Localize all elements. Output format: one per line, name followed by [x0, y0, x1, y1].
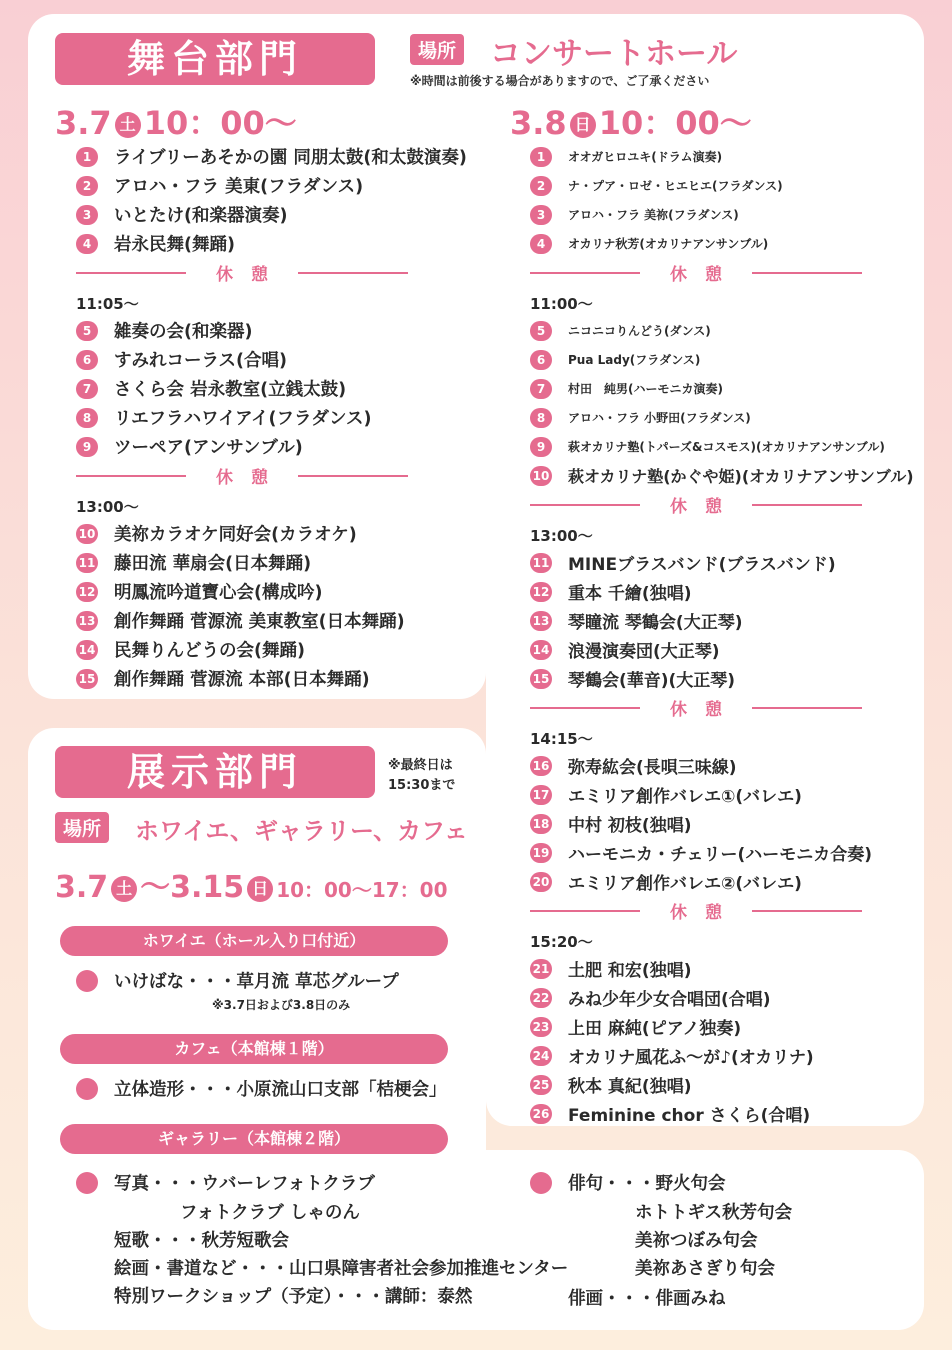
- item-title: 中村 初枝(独唱): [568, 816, 692, 836]
- item-number-badge: 2: [76, 176, 98, 196]
- block-start-time: 13:00〜: [530, 527, 593, 545]
- gallery-left-1: 写真・・・ウバーレフォトクラブ: [114, 1174, 375, 1194]
- exhibit-end-date: 〜3.15: [140, 870, 245, 905]
- stage-venue-name: コンサートホール: [490, 36, 738, 72]
- program-item: [76, 374, 467, 403]
- item-title: みね少年少女合唱団(合唱): [568, 990, 771, 1010]
- program-item: [76, 548, 467, 577]
- program-item: [530, 1041, 914, 1070]
- program-item: [530, 374, 914, 403]
- item-title: エミリア創作バレエ①(バレエ): [568, 787, 802, 807]
- gallery-left-2: フォトクラブ しゃのん: [180, 1203, 360, 1223]
- break-label: 休憩: [670, 903, 740, 923]
- item-title: 明鳳流吟道寶心会(構成吟): [114, 583, 323, 603]
- item-title: 村田 純男(ハーモニカ演奏): [568, 382, 723, 396]
- item-number-badge: 7: [76, 379, 98, 399]
- exhibit-final-day-time: 15:30まで: [388, 778, 456, 793]
- gallery-right-3: 美祢つぼみ句会: [635, 1231, 758, 1251]
- program-item: [530, 809, 914, 838]
- item-number-badge: 21: [530, 959, 552, 979]
- program-item: [76, 664, 467, 693]
- exhibit-start-weekday-flower: 土: [111, 876, 137, 902]
- foyer-header: ホワイエ（ホール入り口付近）: [60, 926, 448, 956]
- program-item: [76, 142, 467, 171]
- break-divider: [530, 896, 914, 925]
- item-number-badge: 14: [530, 640, 552, 660]
- item-number-badge: 26: [530, 1104, 552, 1124]
- item-number-badge: 5: [76, 321, 98, 341]
- day2-start-time: 10：00〜: [598, 104, 752, 142]
- block-start-time: 11:00〜: [530, 295, 593, 313]
- foyer-item-text: いけばな・・・草月流 草芯グループ: [114, 972, 399, 992]
- program-item: [530, 345, 914, 374]
- program-item: [530, 577, 914, 606]
- program-item: [530, 1070, 914, 1099]
- item-number-badge: 12: [76, 582, 98, 602]
- program-item: [76, 345, 467, 374]
- item-title: 民舞りんどうの会(舞踊): [114, 641, 305, 661]
- day2-program-list: [530, 142, 914, 1128]
- program-item: [530, 954, 914, 983]
- item-number-badge: 25: [530, 1075, 552, 1095]
- block-start-time: 11:05〜: [76, 295, 139, 313]
- break-label: 休憩: [670, 265, 740, 285]
- gallery-left-3: 短歌・・・秋芳短歌会: [114, 1231, 289, 1251]
- item-title: 萩オカリナ塾(かぐや姫)(オカリナアンサンブル): [568, 467, 914, 486]
- break-label: 休憩: [216, 468, 286, 488]
- item-number-badge: 8: [530, 408, 552, 428]
- item-number-badge: 7: [530, 379, 552, 399]
- exhibit-end-weekday-flower: 日: [247, 876, 273, 902]
- item-title: エミリア創作バレエ②(バレエ): [568, 874, 802, 894]
- break-label: 休憩: [670, 497, 740, 517]
- break-label: 休憩: [670, 700, 740, 720]
- bullet-dot: [530, 1172, 552, 1194]
- exhibit-venue-name: ホワイエ、ギャラリー、カフェ: [135, 817, 468, 845]
- item-number-badge: 9: [530, 437, 552, 457]
- item-number-badge: 11: [530, 553, 552, 573]
- divider-line: [76, 272, 186, 274]
- cafe-item: [76, 1076, 447, 1101]
- stage-section-title: 舞台部門: [55, 33, 375, 85]
- program-item: [530, 142, 914, 171]
- divider-line: [298, 475, 408, 477]
- item-number-badge: 18: [530, 814, 552, 834]
- program-item: [76, 577, 467, 606]
- item-title: 萩オカリナ塾(トパーズ&コスモス)(オカリナアンサンブル): [568, 440, 885, 454]
- block-start-time: 15:20〜: [530, 933, 593, 951]
- program-item: [530, 838, 914, 867]
- item-title: ライブリーあそかの園 同朋太鼓(和太鼓演奏): [114, 148, 467, 168]
- divider-line: [530, 272, 640, 274]
- break-divider: [76, 461, 467, 490]
- item-title: いとたけ(和楽器演奏): [114, 206, 288, 226]
- program-item: [530, 171, 914, 200]
- item-title: Feminine chor さくら(合唱): [568, 1106, 811, 1126]
- program-item: [530, 548, 914, 577]
- bullet-dot: [76, 970, 98, 992]
- program-item: [76, 200, 467, 229]
- item-title: アロハ・フラ 美祢(フラダンス): [568, 208, 739, 222]
- program-item: [76, 171, 467, 200]
- program-item: [530, 1012, 914, 1041]
- item-number-badge: 22: [530, 988, 552, 1008]
- item-number-badge: 10: [530, 466, 552, 486]
- program-item: [76, 635, 467, 664]
- day1-date: 3.7: [55, 104, 112, 142]
- item-number-badge: 5: [530, 321, 552, 341]
- bullet-dot: [76, 1172, 98, 1194]
- program-item: [76, 403, 467, 432]
- divider-line: [752, 272, 862, 274]
- exhibit-start-date: 3.7: [55, 870, 109, 905]
- item-number-badge: 9: [76, 437, 98, 457]
- stage-venue-tag: 場所: [410, 34, 464, 65]
- item-number-badge: 6: [530, 350, 552, 370]
- program-item: [530, 635, 914, 664]
- day1-heading: [55, 98, 297, 144]
- divider-line: [530, 910, 640, 912]
- gallery-right-2: ホトトギス秋芳句会: [635, 1203, 793, 1223]
- cafe-header: カフェ（本館棟１階）: [60, 1034, 448, 1064]
- item-number-badge: 14: [76, 640, 98, 660]
- item-number-badge: 11: [76, 553, 98, 573]
- divider-line: [298, 272, 408, 274]
- block-start-time: 14:15〜: [530, 730, 593, 748]
- item-title: MINEブラスバンド(ブラスバンド): [568, 555, 836, 575]
- program-item: [530, 867, 914, 896]
- item-title: 美祢カラオケ同好会(カラオケ): [114, 525, 357, 545]
- break-label: 休憩: [216, 265, 286, 285]
- item-number-badge: 15: [76, 669, 98, 689]
- program-item: [530, 664, 914, 693]
- day2-weekday-flower: 日: [570, 112, 596, 138]
- program-item: [76, 606, 467, 635]
- item-number-badge: 3: [530, 205, 552, 225]
- break-divider: [76, 258, 467, 287]
- item-title: すみれコーラス(合唱): [114, 351, 287, 371]
- gallery-header: ギャラリー（本館棟２階）: [60, 1124, 448, 1154]
- program-item: [530, 606, 914, 635]
- block-start-time: 13:00〜: [76, 498, 139, 516]
- program-item: [530, 751, 914, 780]
- item-number-badge: 19: [530, 843, 552, 863]
- program-item: [76, 229, 467, 258]
- item-title: さくら会 岩永教室(立銭太鼓): [114, 380, 347, 400]
- item-number-badge: 2: [530, 176, 552, 196]
- item-title: ニコニコりんどう(ダンス): [568, 324, 711, 338]
- day2-heading: [510, 98, 752, 144]
- foyer-item: [76, 968, 399, 993]
- item-title: 弥寿紘会(長唄三味線): [568, 758, 737, 778]
- item-number-badge: 12: [530, 582, 552, 602]
- gallery-right-1: 俳句・・・野火句会: [568, 1174, 726, 1194]
- item-title: ツーペア(アンサンブル): [114, 438, 303, 458]
- program-item: [76, 519, 467, 548]
- foyer-item-note: ※3.7日および3.8日のみ: [212, 998, 351, 1012]
- divider-line: [530, 504, 640, 506]
- program-item: [530, 432, 914, 461]
- day2-date: 3.8: [510, 104, 567, 142]
- cafe-item-text: 立体造形・・・小原流山口支部「桔梗会」: [114, 1080, 447, 1100]
- item-number-badge: 1: [530, 147, 552, 167]
- item-title: アロハ・フラ 美東(フラダンス): [114, 177, 364, 197]
- item-title: 琴瞳流 琴鶴会(大正琴): [568, 613, 743, 633]
- gallery-left-4: 絵画・書道など・・・山口県障害者社会参加推進センター: [114, 1259, 569, 1279]
- divider-line: [752, 910, 862, 912]
- program-item: [530, 316, 914, 345]
- item-title: 重本 千繪(独唱): [568, 584, 692, 604]
- item-title: アロハ・フラ 小野田(フラダンス): [568, 411, 751, 425]
- item-number-badge: 8: [76, 408, 98, 428]
- program-item: [76, 316, 467, 345]
- item-title: オオガヒロユキ(ドラム演奏): [568, 150, 723, 164]
- item-number-badge: 4: [76, 234, 98, 254]
- item-number-badge: 6: [76, 350, 98, 370]
- program-item: [530, 229, 914, 258]
- program-item: [530, 780, 914, 809]
- item-number-badge: 23: [530, 1017, 552, 1037]
- item-title: 藤田流 華扇会(日本舞踊): [114, 554, 312, 574]
- day1-weekday-flower: 土: [115, 112, 141, 138]
- item-number-badge: 20: [530, 872, 552, 892]
- item-title: 浪漫演奏団(大正琴): [568, 642, 720, 662]
- item-number-badge: 16: [530, 756, 552, 776]
- day1-program-list: [76, 142, 467, 693]
- item-title: ナ・プア・ロゼ・ヒエヒエ(フラダンス): [568, 179, 783, 193]
- item-number-badge: 3: [76, 205, 98, 225]
- exhibit-venue-tag: 場所: [55, 812, 109, 843]
- divider-line: [752, 707, 862, 709]
- item-title: 岩永民舞(舞踊): [114, 235, 235, 255]
- break-divider: [530, 258, 914, 287]
- program-item: [76, 432, 467, 461]
- day1-start-time: 10：00〜: [143, 104, 297, 142]
- item-title: Pua Lady(フラダンス): [568, 353, 701, 367]
- divider-line: [76, 475, 186, 477]
- item-title: 上田 麻純(ピアノ独奏): [568, 1019, 742, 1039]
- program-item: [530, 403, 914, 432]
- item-title: 秋本 真紀(独唱): [568, 1077, 692, 1097]
- item-number-badge: 1: [76, 147, 98, 167]
- item-title: リエフラハワイアイ(フラダンス): [114, 409, 372, 429]
- item-title: 土肥 和宏(独唱): [568, 961, 692, 981]
- divider-line: [530, 707, 640, 709]
- item-number-badge: 10: [76, 524, 98, 544]
- stage-time-note: ※時間は前後する場合がありますので、ご了承ください: [410, 74, 710, 88]
- item-title: 雑奏の会(和楽器): [114, 322, 253, 342]
- exhibit-hours: 10：00〜17：00: [276, 878, 448, 902]
- exhibit-section-title: 展示部門: [55, 746, 375, 798]
- item-number-badge: 13: [530, 611, 552, 631]
- item-number-badge: 24: [530, 1046, 552, 1066]
- item-title: オカリナ風花ふ〜が♪(オカリナ): [568, 1048, 814, 1068]
- gallery-right-5: 俳画・・・俳画みね: [568, 1289, 726, 1309]
- exhibit-final-day-note: ※最終日は: [388, 758, 453, 773]
- exhibit-date-range: [55, 862, 448, 906]
- break-divider: [530, 693, 914, 722]
- item-number-badge: 17: [530, 785, 552, 805]
- program-item: [530, 1099, 914, 1128]
- gallery-left-5: 特別ワークショップ（予定）・・・講師：泰然: [114, 1287, 473, 1307]
- item-title: オカリナ秋芳(オカリナアンサンブル): [568, 237, 769, 251]
- item-number-badge: 4: [530, 234, 552, 254]
- break-divider: [530, 490, 914, 519]
- item-number-badge: 15: [530, 669, 552, 689]
- bullet-dot: [76, 1078, 98, 1100]
- item-title: ハーモニカ・チェリー(ハーモニカ合奏): [568, 845, 873, 865]
- program-item: [530, 461, 914, 490]
- item-number-badge: 13: [76, 611, 98, 631]
- gallery-right-4: 美祢あさぎり句会: [635, 1259, 775, 1279]
- item-title: 創作舞踊 菅源流 本部(日本舞踊): [114, 670, 370, 690]
- divider-line: [752, 504, 862, 506]
- item-title: 創作舞踊 菅源流 美東教室(日本舞踊): [114, 612, 405, 632]
- item-title: 琴鶴会(華音)(大正琴): [568, 671, 736, 691]
- program-item: [530, 983, 914, 1012]
- program-item: [530, 200, 914, 229]
